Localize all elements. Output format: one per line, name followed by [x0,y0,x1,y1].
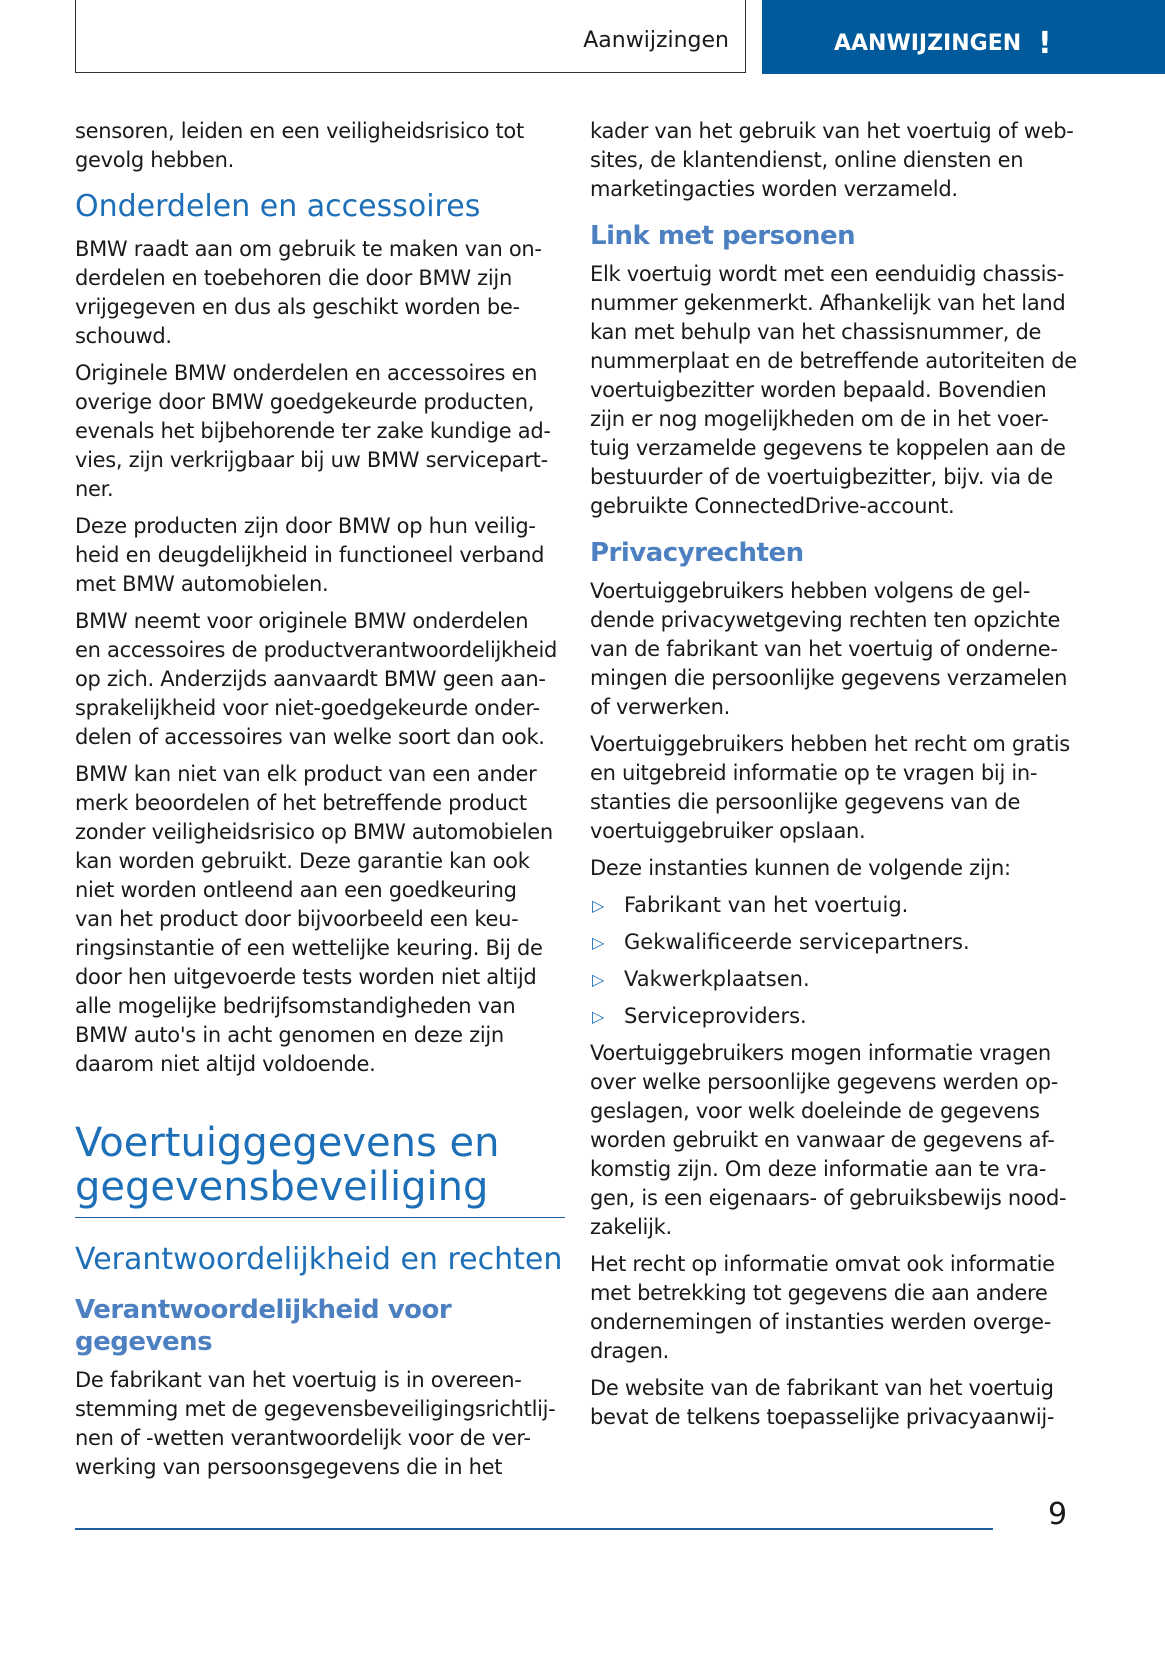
paragraph: De website van de fabrikant van het voertuig bevat de telkens toepasselijke privacyaanwij- [590,1376,1055,1429]
paragraph: Deze instanties kunnen de volgende zijn: [590,856,1011,880]
header-box [75,0,746,73]
heading-data-responsibility: Verantwoordelijkheid voor gegevens [75,1295,452,1357]
paragraph: Voertuiggebruikers hebben het recht om gratis en uitgebreid informatie op te vragen bij in- stanties die persoonlijke gegevens van de voertuiggebruiker opslaan. [590,732,1070,843]
list-item [590,891,1080,920]
heading-link-persons: Link met personen [590,221,856,251]
paragraph: Het recht op informatie omvat ook informatie met betrekking tot gegevens die aan andere ondernemingen of instanties werden overge- dragen. [590,1252,1055,1363]
paragraph: kader van het gebruik van het voertuig of web- sites, de klantendienst, online diensten en marketingacties worden verzameld. [590,119,1074,201]
triangle-bullet-icon: ▷ [592,896,605,915]
triangle-bullet-icon: ▷ [592,933,605,952]
list-item [590,1002,1080,1031]
paragraph: sensoren, leiden en een veiligheidsrisico tot gevolg hebben. [75,119,524,172]
paragraph: Elk voertuig wordt met een eenduidig chassis- nummer gekenmerkt. Afhankelijk van het land kan met behulp van het chassisnummer, de nummerplaat en de betreffende autoriteiten de voertuigbezitter worden bepaald. Bovendien zijn er nog mogelijkheden om de in het voer- tuig verzamelde gegevens te koppelen aan de bestuurder of de voertuigbezitter, bijv. via de gebruikte ConnectedDrive-account. [590,262,1077,518]
heading-parts-accessories: Onderdelen en accessoires [75,189,481,224]
list-item-text: Serviceproviders. [624,1004,807,1028]
heading-responsibility: Verantwoordelijkheid en rechten [75,1242,563,1277]
chapter-tab [762,0,1165,74]
paragraph: BMW raadt aan om gebruik te maken van on- derdelen en toebehoren die door BMW zijn vrijgegeven en dus als geschikt worden be- schouwd. [75,237,542,348]
left-column [75,117,565,1490]
list-item-text: Gekwalificeerde servicepartners. [624,930,970,954]
chapter-heading: Voertuiggegevens en gegevensbeveiliging [75,1121,565,1218]
chapter-tab-label: AANWIJZINGEN [834,31,1022,56]
paragraph: BMW kan niet van elk product van een ander merk beoordelen of het betreffende product zonder veiligheidsrisico op BMW automobielen kan worden gebruikt. Deze garantie kan ook niet worden ontleend aan een goedkeuring van het product door bijvoorbeeld een keu- ringsinstantie of een wettelijke keuring. Bij de door hen uitgevoerde tests worden niet altijd alle mogelijke bedrijfsomstandigheden van BMW auto's in acht genomen en deze zijn daarom niet altijd voldoende. [75,762,553,1076]
right-column [590,117,1080,1440]
list-item-text: Fabrikant van het voertuig. [624,893,909,917]
exclamation-icon: ! [1038,26,1052,61]
paragraph: Originele BMW onderdelen en accessoires en overige door BMW goedgekeurde producten, evenals het bijbehorende ter zake kundige ad- vies, zijn verkrijgbaar bij uw BMW servicepart- ner. [75,361,551,501]
page-number: 9 [1048,1497,1068,1532]
paragraph: De fabrikant van het voertuig is in overeen- stemming met de gegevensbeveiligingsrichtlij- nen of -wetten verantwoordelijk voor de ver- werking van persoonsgegevens die in het [75,1368,556,1479]
heading-privacy-rights: Privacyrechten [590,538,804,568]
paragraph: BMW neemt voor originele BMW onderdelen en accessoires de productverantwoordelijkheid op zich. Anderzijds aanvaardt BMW geen aan- sprakelijkheid voor niet-goedgekeurde onder- delen of accessoires van welke soort dan ook. [75,609,558,749]
paragraph: Deze producten zijn door BMW op hun veilig- heid en deugdelijkheid in functioneel verband met BMW automobielen. [75,514,545,596]
header-section-title: Aanwijzingen [583,28,729,53]
triangle-bullet-icon: ▷ [592,1007,605,1026]
paragraph: Voertuiggebruikers mogen informatie vragen over welke persoonlijke gegevens werden op- geslagen, voor welk doeleinde de gegevens worden gebruikt en vanwaar de gegevens af- komstig zijn. Om deze informatie aan te vra- gen, is een eigenaars- of gebruiksbewijs nood- zakelijk. [590,1041,1067,1239]
triangle-bullet-icon: ▷ [592,970,605,989]
paragraph: Voertuiggebruikers hebben volgens de gel- dende privacywetgeving rechten ten opzichte van de fabrikant van het voertuig of onderne- mingen die persoonlijke gegevens verzamelen of verwerken. [590,579,1068,719]
footer-rule [75,1528,993,1530]
list-item-text: Vakwerkplaatsen. [624,967,810,991]
list-item [590,965,1080,994]
instances-list [590,891,1080,1031]
list-item [590,928,1080,957]
